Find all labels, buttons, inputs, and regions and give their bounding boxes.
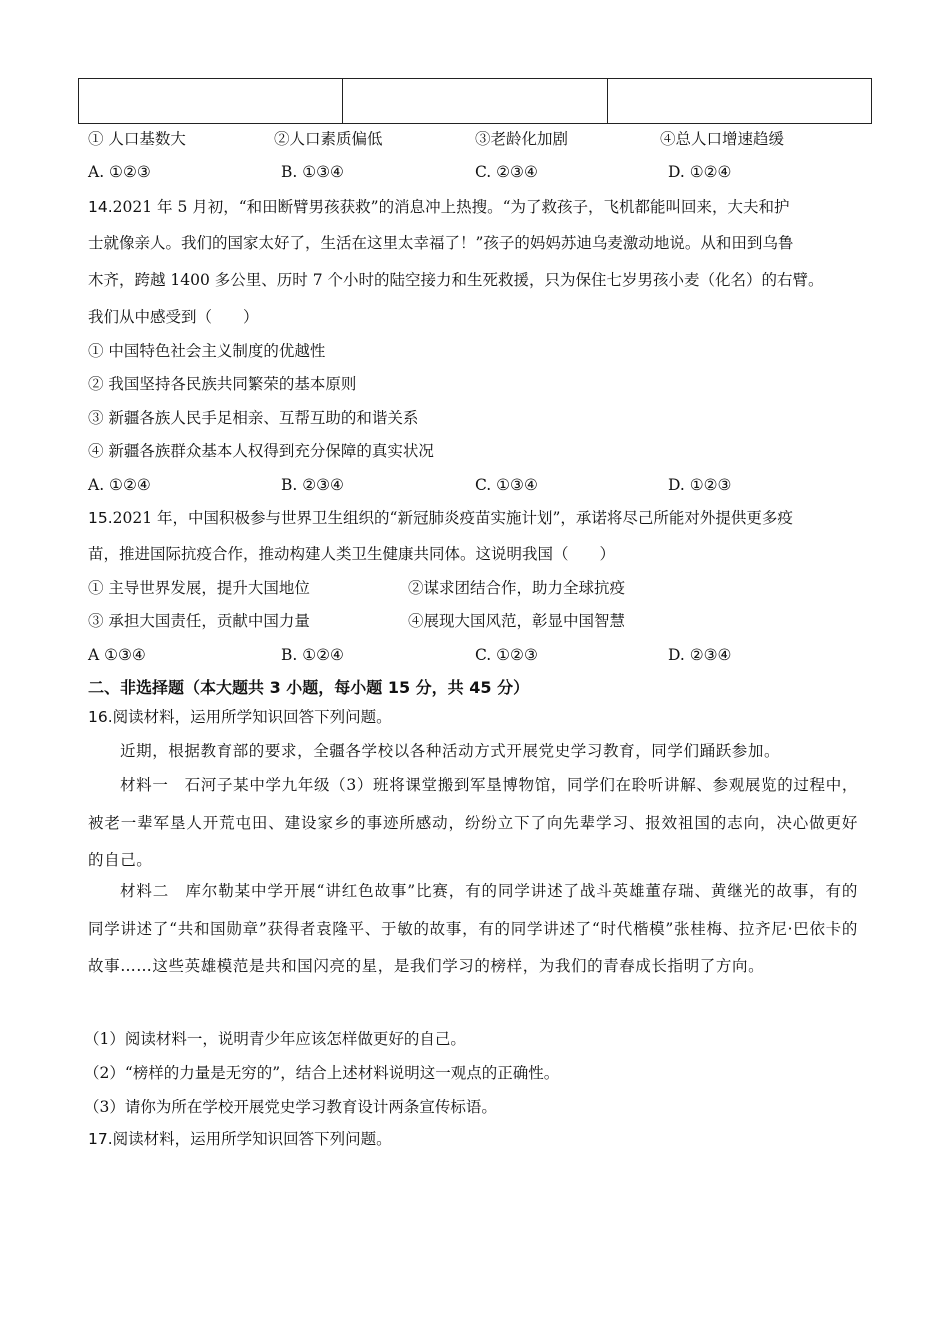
q15-statement-4: ④展现大国风范，彰显中国智慧 [408, 612, 626, 630]
q15-stem-line-1: 15.2021 年，中国积极参与世界卫生组织的“新冠肺炎疫苗实施计划”，承诺将尽己所能对外提供更多疫 [88, 509, 793, 527]
option-c: C. ②③④ [475, 163, 538, 181]
question-number: 17. [88, 1130, 113, 1148]
q14-statement-4: ④ 新疆各族群众基本人权得到充分保障的真实状况 [88, 442, 434, 460]
option-a: A. ①②③ [88, 163, 151, 181]
section-heading: 二、非选择题（本大题共 3 小题，每小题 15 分，共 45 分） [88, 678, 530, 697]
q17-prompt: 17.阅读材料，运用所学知识回答下列问题。 [88, 1130, 392, 1148]
q14-option-a: A. ①②④ [88, 476, 151, 494]
q14-statement-3: ③ 新疆各族人民手足相亲、互帮互助的和谐关系 [88, 409, 419, 427]
q16-sub-question-2: （2）“榜样的力量是无穷的”，结合上述材料说明这一观点的正确性。 [84, 1064, 560, 1082]
question-number: 16. [88, 708, 113, 726]
statement-4: ④总人口增速趋缓 [660, 130, 785, 148]
q15-option-c: C. ①②③ [475, 646, 538, 664]
table-cell [79, 79, 343, 123]
q14-statement-1: ① 中国特色社会主义制度的优越性 [88, 342, 326, 360]
answer-table [78, 78, 872, 124]
q14-option-b: B. ②③④ [281, 476, 344, 494]
q16-intro: 近期，根据教育部的要求，全疆各学校以各种活动方式开展党史学习教育，同学们踊跃参加。 [120, 742, 781, 760]
q15-option-a: A ①③④ [88, 646, 146, 664]
q16-material-2: 材料二 库尔勒某中学开展“讲红色故事”比赛，有的同学讲述了战斗英雄董存瑞、黄继光的故事，有的同学讲述了“共和国勋章”获得者袁隆平、于敏的故事，有的同学讲述了“时代楷模”张桂梅、拉齐尼·巴依卡的故事……这些英雄模范是共和国闪亮的星，是我们学习的榜样，为我们的青春成长指明了方向。 [88, 882, 858, 975]
q16-prompt: 16.阅读材料，运用所学知识回答下列问题。 [88, 708, 392, 726]
q14-option-d: D. ①②③ [668, 476, 732, 494]
statement-3: ③老龄化加剧 [475, 130, 569, 148]
q16-sub-question-1: （1）阅读材料一，说明青少年应该怎样做更好的自己。 [84, 1030, 466, 1048]
q16-material-1: 材料一 石河子某中学九年级（3）班将课堂搬到军垦博物馆，同学们在聆听讲解、参观展览的过程中，被老一辈军垦人开荒屯田、建设家乡的事迹所感动，纷纷立下了向先辈学习、报效祖国的志向，决心做更好的自己。 [88, 776, 858, 869]
q14-option-c: C. ①③④ [475, 476, 538, 494]
option-d: D. ①②④ [668, 163, 732, 181]
q14-statement-2: ② 我国坚持各民族共同繁荣的基本原则 [88, 375, 357, 393]
q15-statement-3: ③ 承担大国责任，贡献中国力量 [88, 612, 310, 630]
statement-2: ②人口素质偏低 [274, 130, 383, 148]
q14-stem-line-2: 士就像亲人。我们的国家太好了，生活在这里太幸福了！”孩子的妈妈苏迪乌麦激动地说。从和田到乌鲁 [88, 234, 794, 252]
q14-stem-line-4: 我们从中感受到（ ） [88, 308, 259, 326]
q14-stem-line-1: 14.2021 年 5 月初，“和田断臂男孩获救”的消息冲上热搜。“为了救孩子，飞机都能叫回来，大夫和护 [88, 198, 790, 216]
option-b: B. ①③④ [281, 163, 344, 181]
q14-stem-line-3: 木齐，跨越 1400 多公里、历时 7 个小时的陆空接力和生死救援，只为保住七岁男孩小麦（化名）的右臂。 [88, 271, 824, 289]
statement-1: ① 人口基数大 [88, 130, 186, 148]
question-number: 15. [88, 509, 113, 527]
table-cell [608, 79, 871, 123]
question-number: 14. [88, 198, 113, 216]
table-cell [343, 79, 607, 123]
q15-option-b: B. ①②④ [281, 646, 344, 664]
q15-option-d: D. ②③④ [668, 646, 732, 664]
q15-stem-line-2: 苗，推进国际抗疫合作，推动构建人类卫生健康共同体。这说明我国（ ） [88, 545, 616, 563]
q16-sub-question-3: （3）请你为所在学校开展党史学习教育设计两条宣传标语。 [84, 1098, 497, 1116]
q15-statement-2: ②谋求团结合作，助力全球抗疫 [408, 579, 626, 597]
q15-statement-1: ① 主导世界发展，提升大国地位 [88, 579, 310, 597]
